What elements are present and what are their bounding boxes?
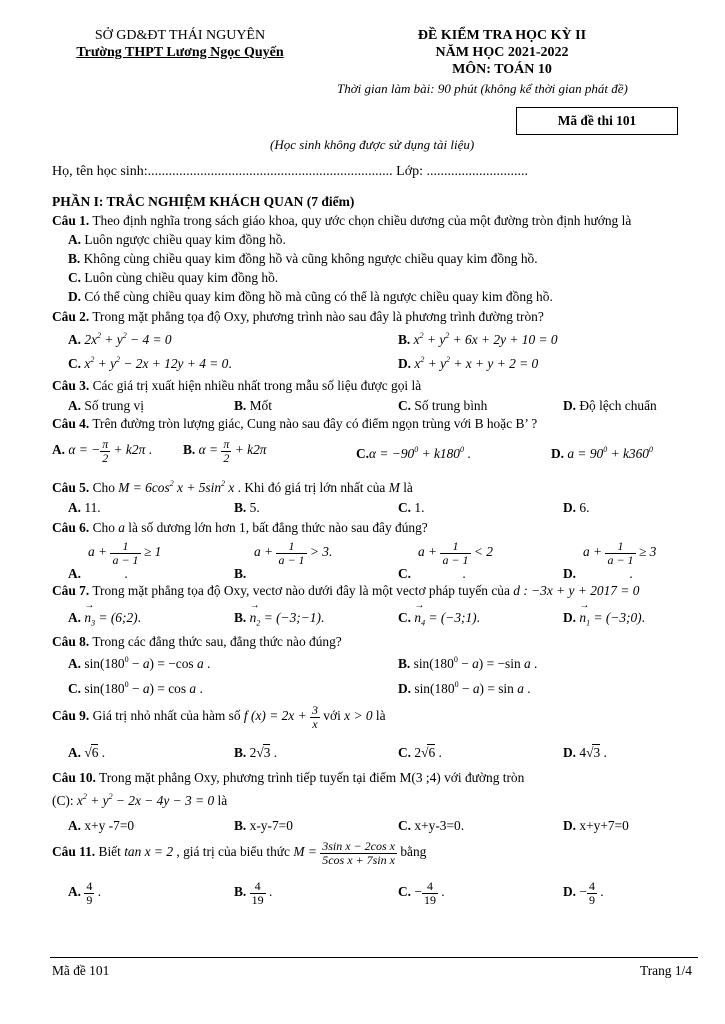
q5-option-d[interactable] xyxy=(563,500,589,516)
option-letter: B. xyxy=(234,566,247,582)
q11-option-c[interactable]: C. − $\frac{4}{19}$ . xyxy=(398,879,445,907)
option-letter: B. xyxy=(183,442,196,458)
option-text: 1. xyxy=(414,500,425,515)
q8-option-a[interactable]: A. $\sin(180^0 - a) = -\cos$ a . xyxy=(68,655,211,671)
q6-option-b[interactable]: a + $\frac{1}{a - 1}$ > 3. B. xyxy=(234,539,333,582)
question-text: Trong mặt phẳng Oxy, phương trình tiếp tuyến tại điểm M(3 ;4) với đường tròn xyxy=(95,770,525,785)
question-text: Trong mặt phẳng tọa độ Oxy, vectơ nào dưới đây là một vectơ pháp tuyến của xyxy=(89,583,514,598)
option-letter: C. xyxy=(398,500,412,515)
question-text: là số dương lớn hơn 1, bất đẳng thức nào sau đây đúng? xyxy=(124,520,428,535)
option-letter: D. xyxy=(551,446,565,461)
option-text: Luôn cùng chiều quay kim đồng hồ. xyxy=(84,270,279,285)
q10-option-c[interactable] xyxy=(398,818,464,834)
option-letter: C. xyxy=(398,818,412,833)
q1-option-d[interactable] xyxy=(68,289,553,305)
option-letter: C. xyxy=(398,610,412,625)
question-text: Trong mặt phẳng tọa độ Oxy, phương trình nào sau đây là phương trình đường tròn? xyxy=(89,309,544,324)
q6-option-c[interactable]: a + $\frac{1}{a - 1}$ < 2 C. . xyxy=(398,539,493,582)
option-letter: A. xyxy=(68,500,82,515)
q9-option-b[interactable]: B. 2√3 . xyxy=(234,745,278,760)
option-letter: A. xyxy=(68,610,82,625)
question-1 xyxy=(52,213,631,229)
question-2 xyxy=(52,309,544,325)
question-text: Giá trị nhỏ nhất của hàm số xyxy=(89,708,244,724)
q2-option-b[interactable]: B. $x^2 + y^2 + 6x + 2y + 10 = 0$ xyxy=(398,331,558,347)
question-label: Câu 11. xyxy=(52,844,96,860)
option-letter: A. xyxy=(68,884,82,900)
option-letter: C. xyxy=(398,745,412,760)
q11-option-a[interactable]: A. $\frac{4}{9}$ . xyxy=(68,879,102,907)
question-4 xyxy=(52,416,537,432)
option-letter: B. xyxy=(68,251,81,266)
option-text: Không cùng chiều quay kim đồng hồ và cũng không ngược chiều quay kim đồng hồ. xyxy=(83,251,538,266)
option-letter: B. xyxy=(398,656,411,671)
question-7: Câu 7. Trong mặt phẳng tọa độ Oxy, vectơ nào dưới đây là một vectơ pháp tuyến của d : −3x + y + 2017 = 0 xyxy=(52,583,640,598)
option-letter: B. xyxy=(234,398,247,413)
question-text: là xyxy=(399,480,413,495)
option-letter: C. xyxy=(398,398,412,413)
q11-option-b[interactable]: B. $\frac{4}{19}$ . xyxy=(234,879,273,907)
dept-name: SỞ GD&ĐT THÁI NGUYÊN xyxy=(94,28,266,43)
option-letter: C. xyxy=(68,356,82,371)
question-text: Biết xyxy=(95,844,125,860)
q10-option-b[interactable] xyxy=(234,818,293,834)
question-label: Câu 2. xyxy=(52,309,90,324)
question-label: Câu 1. xyxy=(52,213,90,228)
q3-option-a[interactable] xyxy=(68,398,144,414)
question-label: Câu 8. xyxy=(52,634,90,649)
q4-option-a[interactable]: A. α = − $\frac{\pi}{2}$ + k2π . xyxy=(52,437,152,465)
question-6: Câu 6. Cho a là số dương lớn hơn 1, bất đẳng thức nào sau đây đúng? xyxy=(52,520,428,535)
question-9: Câu 9. Giá trị nhỏ nhất của hàm số f (x) = 2x + $\frac{3}{x}$ với x > 0 là xyxy=(52,703,386,731)
question-text: (C): xyxy=(52,793,77,808)
question-text: Trên đường tròn lượng giác, Cung nào sau đây có điểm ngọn trùng với B hoặc B’ ? xyxy=(89,416,538,431)
q4-option-d[interactable]: D. $a = 90^0 + k360^0$ xyxy=(551,445,653,461)
q6-option-a[interactable]: a + $\frac{1}{a - 1}$ ≥ 1 A. . xyxy=(68,539,162,582)
exam-title: ĐỀ KIỂM TRA HỌC KỲ II xyxy=(417,28,587,43)
option-letter: B. xyxy=(234,610,247,625)
option-text: 11. xyxy=(84,500,101,515)
q8-option-d[interactable]: D. $\sin(180^0 - a) = \sin a$ . xyxy=(398,680,531,696)
footer-exam-code: Mã đề 101 xyxy=(52,963,110,978)
option-text: Luôn ngược chiều quay kim đồng hồ. xyxy=(84,232,286,247)
question-label: Câu 7. xyxy=(52,583,90,598)
no-materials-note: (Học sinh không được sử dụng tài liệu) xyxy=(270,137,475,152)
question-label: Câu 10. xyxy=(52,770,96,785)
q7-option-c[interactable]: C. → $n_4$ = (−3;1). xyxy=(398,610,480,626)
q3-option-b[interactable] xyxy=(234,398,272,414)
option-text: Số trung bình xyxy=(414,398,488,413)
q2-option-a[interactable]: A. $2x^2 + y^2 - 4 = 0$ xyxy=(68,331,172,347)
question-text: bằng xyxy=(396,844,427,860)
question-text: Theo định nghĩa trong sách giáo khoa, quy ước chọn chiều dương của một đường tròn định hướng là xyxy=(89,213,632,228)
option-letter: A. xyxy=(68,745,82,760)
question-label: Câu 4. xyxy=(52,416,90,431)
option-letter: D. xyxy=(68,289,82,304)
q2-option-c[interactable]: C. $x^2 + y^2 - 2x + 12y + 4 = 0$. xyxy=(68,355,232,371)
option-letter: D. xyxy=(563,398,577,413)
option-letter: A. xyxy=(68,232,82,247)
option-text: Độ lệch chuẩn xyxy=(579,398,657,413)
q4-option-c[interactable]: $C.\alpha = -90^0 + k180^0$ . xyxy=(356,445,471,461)
subject: MÔN: TOÁN 10 xyxy=(452,62,552,77)
q9-option-d[interactable]: D. 4√3 . xyxy=(563,745,607,760)
q10-option-a[interactable] xyxy=(68,818,134,834)
q7-option-b[interactable]: B. → $n_2$ = (−3;−1). xyxy=(234,610,324,626)
option-letter: D. xyxy=(563,745,577,760)
question-label: Câu 6. xyxy=(52,520,90,535)
q1-option-a[interactable] xyxy=(68,232,286,248)
option-text: x+y -7=0 xyxy=(84,818,135,833)
q9-option-c[interactable]: C. 2√6 . xyxy=(398,745,442,760)
option-letter: A. xyxy=(68,332,82,347)
option-letter: C. xyxy=(68,681,82,696)
question-text: là xyxy=(214,793,228,808)
option-letter: C. xyxy=(398,566,412,582)
q8-option-c[interactable]: C. $\sin(180^0 - a) = \cos a$ . xyxy=(68,680,203,696)
option-letter: B. xyxy=(234,884,247,900)
question-label: Câu 9. xyxy=(52,708,90,724)
option-letter: D. xyxy=(398,356,412,371)
question-3 xyxy=(52,378,421,394)
question-text: . Khi đó giá trị lớn nhất của xyxy=(234,480,389,495)
question-text: Trong các đẳng thức sau, đẳng thức nào đúng? xyxy=(89,634,342,649)
option-letter: C. xyxy=(398,884,412,900)
q2-option-d[interactable]: D. $x^2 + y^2 + x + y + 2 = 0$ xyxy=(398,355,539,371)
q1-option-b[interactable] xyxy=(68,251,538,267)
option-letter: D. xyxy=(563,610,577,625)
option-letter: A. xyxy=(68,818,82,833)
question-10-line2: (C): $x^2 + y^2 - 2x - 4y - 3 = 0$ là xyxy=(52,792,228,808)
option-text: 5. xyxy=(249,500,260,515)
option-text: Mốt xyxy=(249,398,272,413)
question-label: Câu 3. xyxy=(52,378,90,393)
time-note: Thời gian làm bài: 90 phút (không kể thời gian phát đề) xyxy=(337,81,628,96)
option-letter: D. xyxy=(563,566,577,582)
question-text: Cho xyxy=(89,520,119,535)
option-letter: B. xyxy=(234,745,247,760)
q3-option-c[interactable] xyxy=(398,398,487,414)
option-text: Có thể cùng chiều quay kim đồng hồ mà cũng có thể là ngược chiều quay kim đồng hồ. xyxy=(84,289,553,304)
question-text: Cho xyxy=(89,480,119,495)
option-letter: A. xyxy=(68,656,82,671)
q5-option-a[interactable] xyxy=(68,500,101,516)
q3-option-d[interactable] xyxy=(563,398,657,414)
option-text: x+y+7=0 xyxy=(579,818,629,833)
question-11: Câu 11. Biết tan x = 2 , giá trị của biểu thức M = $\frac{\text{3sin x − 2cos x}}{\text{5cos x + 7sin x}}$ bằng xyxy=(52,839,427,867)
footer-divider xyxy=(50,957,698,958)
option-letter: B. xyxy=(234,500,247,515)
school-year: NĂM HỌC 2021-2022 xyxy=(435,45,569,60)
question-label: Câu 5. xyxy=(52,480,90,495)
question-text: là xyxy=(372,708,386,724)
option-letter: A. xyxy=(68,566,82,582)
q8-option-b[interactable]: B. $\sin(180^0 - a) = -\sin$ a . xyxy=(398,655,538,671)
option-text: x-y-7=0 xyxy=(249,818,293,833)
q7-option-d[interactable]: D. → $n_1$ = (−3;0). xyxy=(563,610,645,626)
school-name: Trường THPT Lương Ngọc Quyến xyxy=(76,45,284,60)
option-letter: C. xyxy=(68,270,82,285)
q1-option-c[interactable] xyxy=(68,270,278,286)
q9-option-a[interactable]: A. √6 . xyxy=(68,745,106,760)
option-letter: D. xyxy=(563,818,577,833)
question-5: Câu 5. Cho $M = 6\cos^2$ $x + 5\sin^2$ x . Khi đó giá trị lớn nhất của M là xyxy=(52,479,413,495)
question-text: Các giá trị xuất hiện nhiều nhất trong mẫu số liệu được gọi là xyxy=(89,378,422,393)
q10-option-d[interactable] xyxy=(563,818,629,834)
q4-option-b[interactable]: B. α = $\frac{\pi}{2}$ + k2π xyxy=(183,437,267,465)
option-text: 6. xyxy=(579,500,590,515)
option-letter: A. xyxy=(52,442,66,458)
question-text: với xyxy=(319,708,345,724)
exam-code-box: Mã đề thi 101 xyxy=(516,107,678,135)
section-title: PHẦN I: TRẮC NGHIỆM KHÁCH QUAN (7 điểm) xyxy=(52,194,355,209)
option-letter: C. xyxy=(356,446,370,461)
q11-option-d[interactable]: D. − $\frac{4}{9}$ . xyxy=(563,879,604,907)
question-10 xyxy=(52,770,524,786)
q5-option-c[interactable] xyxy=(398,500,424,516)
option-letter: B. xyxy=(398,332,411,347)
option-letter: B. xyxy=(234,818,247,833)
option-letter: D. xyxy=(398,681,412,696)
q7-option-a[interactable]: A. → $n_3$ = (6;2). xyxy=(68,610,141,626)
question-text: , giá trị của biểu thức xyxy=(173,844,294,860)
option-letter: D. xyxy=(563,500,577,515)
question-8 xyxy=(52,634,342,650)
option-letter: D. xyxy=(563,884,577,900)
q6-option-d[interactable]: a + $\frac{1}{a - 1}$ ≥ 3 D. . xyxy=(563,539,657,582)
option-letter: A. xyxy=(68,398,82,413)
student-info-line: Họ, tên học sinh:...................................................................... Lớp: ............................. xyxy=(52,164,528,179)
option-text: x+y-3=0. xyxy=(414,818,465,833)
footer-page-number: Trang 1/4 xyxy=(640,963,692,978)
option-text: Số trung vị xyxy=(84,398,144,413)
q5-option-b[interactable] xyxy=(234,500,260,516)
